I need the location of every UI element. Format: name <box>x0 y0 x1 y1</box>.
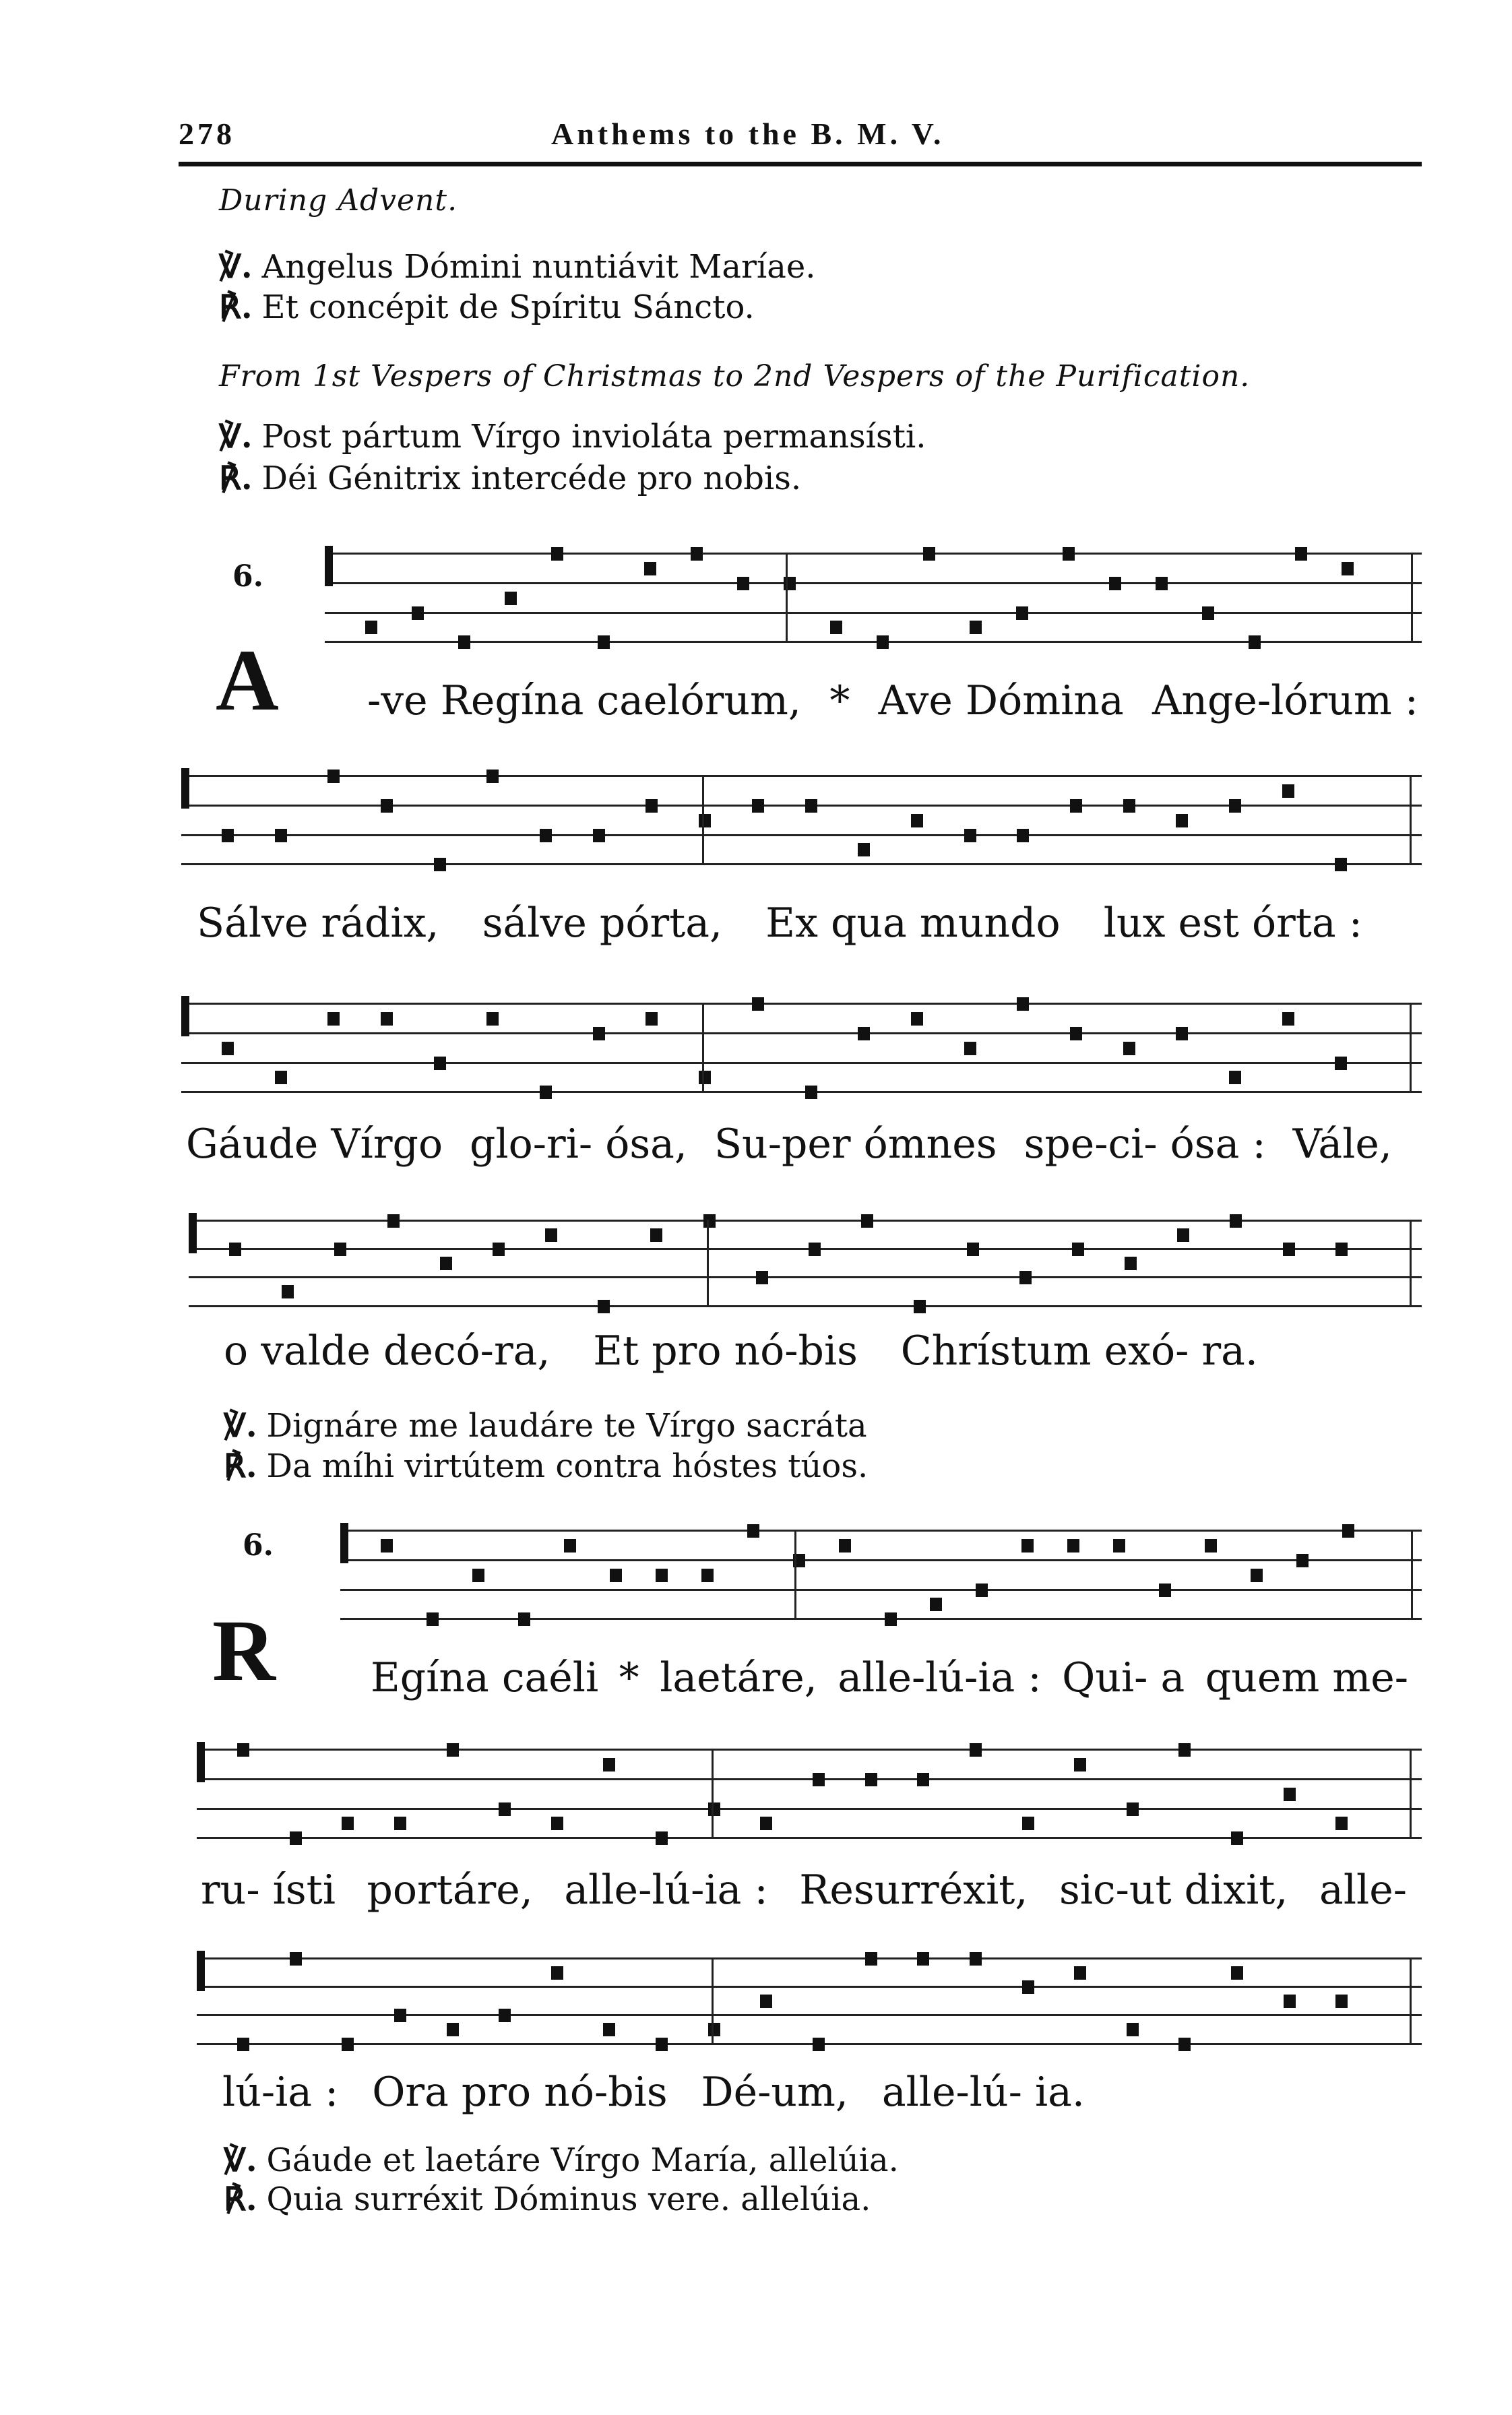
running-title: Anthems to the B. M. V. <box>551 117 945 151</box>
neume-note <box>412 606 424 620</box>
lyric-segment: * <box>619 1654 639 1701</box>
neume-note <box>970 621 982 634</box>
neume-note <box>505 592 517 605</box>
clef-icon <box>325 546 333 586</box>
neume-note <box>699 814 711 827</box>
response-symbol: ℟. <box>224 1447 257 1485</box>
staff-line <box>325 553 1422 555</box>
neume-note <box>703 1214 716 1228</box>
neume-note <box>458 635 470 649</box>
versicle-text: Post pártum Vírgo invioláta permansísti. <box>261 418 926 456</box>
lyric-segment: glo-ri- ósa, <box>470 1121 687 1168</box>
neume-note <box>1070 799 1082 813</box>
neume-note <box>564 1539 576 1552</box>
neume-note <box>861 1214 873 1228</box>
page-number: 278 <box>179 117 235 151</box>
lyrics-line <box>197 900 1362 947</box>
neume-note <box>1282 784 1294 798</box>
christmas-heading: From 1st Vespers of Christmas to 2nd Vespers of the Purification. <box>219 359 1251 394</box>
staff-line <box>197 1808 1422 1810</box>
neume-note <box>1335 858 1347 871</box>
neume-note <box>1342 562 1354 575</box>
versicle-symbol: ℣. <box>219 248 253 286</box>
neume-note <box>394 1817 406 1830</box>
neume-note <box>365 621 377 634</box>
neume-note <box>708 2023 720 2036</box>
neume-note <box>1125 1257 1137 1270</box>
neume-note <box>1159 1583 1171 1597</box>
neume-note <box>1067 1539 1079 1552</box>
christmas-versicle <box>219 418 926 456</box>
clef-icon <box>340 1523 348 1563</box>
neume-note <box>440 1257 452 1270</box>
clef-icon <box>197 1742 205 1782</box>
neume-note <box>1229 799 1241 813</box>
staff-line <box>340 1530 1422 1532</box>
neume-note <box>1230 1214 1242 1228</box>
neume-note <box>656 1831 668 1845</box>
christmas-response <box>219 460 801 497</box>
neume-note <box>551 547 563 561</box>
neume-note <box>930 1598 942 1611</box>
neume-note <box>237 2038 249 2051</box>
lyric-segment: alle-lú-ia : <box>838 1654 1042 1701</box>
neume-note <box>229 1243 241 1256</box>
versicle-symbol: ℣. <box>224 2141 257 2179</box>
neume-note <box>1335 1057 1347 1070</box>
neume-note <box>1202 606 1214 620</box>
versicle-text: Gáude et laetáre Vírgo María, allelúia. <box>266 2141 899 2179</box>
versicle-text: Dignáre me laudáre te Vírgo sacráta <box>266 1407 867 1445</box>
neume-note <box>1251 1569 1263 1582</box>
response-text: Et concépit de Spíritu Sáncto. <box>261 288 755 326</box>
lyric-segment: ru- ísti <box>201 1867 336 1914</box>
lyric-segment: quem me- <box>1205 1654 1408 1701</box>
neume-note <box>222 1042 234 1055</box>
neume-note <box>1070 1027 1082 1040</box>
neume-note <box>911 1012 923 1026</box>
neume-note <box>327 770 340 783</box>
staff-line <box>181 1062 1422 1064</box>
lyric-segment: alle-lú-ia : <box>564 1867 768 1914</box>
neume-note <box>540 1086 552 1099</box>
neume-note <box>813 2038 825 2051</box>
lyric-segment: Resurréxit, <box>799 1867 1028 1914</box>
lyric-segment: lux est órta : <box>1103 900 1362 947</box>
bar-line <box>712 1749 714 1837</box>
neume-note <box>447 2023 459 2036</box>
neume-note <box>1283 1243 1295 1256</box>
bar-line <box>702 775 704 863</box>
lyric-segment: Chrístum exó- ra. <box>900 1327 1258 1375</box>
neume-note <box>334 1243 346 1256</box>
neume-note <box>1019 1271 1032 1284</box>
neume-note <box>1022 1980 1034 1994</box>
staff-line <box>181 834 1422 836</box>
neume-note <box>1123 1042 1135 1055</box>
staff-line <box>181 775 1422 777</box>
neume-note <box>1176 1027 1188 1040</box>
neume-note <box>290 1831 302 1845</box>
neume-note <box>598 635 610 649</box>
response-symbol: ℟. <box>219 288 253 326</box>
neume-note <box>342 1817 354 1830</box>
neume-note <box>656 1569 668 1582</box>
neume-note <box>381 1539 393 1552</box>
lyric-segment: Ave Dómina <box>878 677 1124 724</box>
neume-note <box>1021 1539 1034 1552</box>
staff-line <box>189 1248 1422 1250</box>
neume-note <box>650 1228 662 1242</box>
neume-note <box>760 1817 772 1830</box>
neume-note <box>275 829 287 842</box>
response-text: Déi Génitrix intercéde pro nobis. <box>261 460 802 497</box>
neume-note <box>645 799 658 813</box>
neume-note <box>290 1952 302 1966</box>
neume-note <box>805 1086 817 1099</box>
clef-icon <box>189 1213 197 1253</box>
lyric-segment: Ange-lórum : <box>1152 677 1418 724</box>
clef-icon <box>181 768 189 809</box>
neume-note <box>858 1027 870 1040</box>
neume-note <box>877 635 889 649</box>
staff-line <box>181 1032 1422 1034</box>
neume-note <box>830 621 842 634</box>
staff-line <box>197 1778 1422 1780</box>
initial-letter: A <box>216 632 279 729</box>
neume-note <box>970 1952 982 1966</box>
lyric-segment: o valde decó-ra, <box>224 1327 550 1375</box>
neume-note <box>1063 547 1075 561</box>
mode-number: 6. <box>232 559 263 594</box>
lyric-segment: sálve pórta, <box>482 900 723 947</box>
neume-note <box>434 858 446 871</box>
neume-note <box>691 547 703 561</box>
neume-note <box>1284 1788 1296 1801</box>
staff-line <box>181 863 1422 865</box>
neume-note <box>1296 1554 1309 1567</box>
neume-note <box>603 2023 615 2036</box>
neume-note <box>976 1583 988 1597</box>
neume-note <box>237 1743 249 1757</box>
bar-line <box>1410 1749 1412 1837</box>
neume-note <box>1177 1228 1189 1242</box>
neume-note <box>1229 1071 1241 1084</box>
neume-note <box>1072 1243 1084 1256</box>
music-staff <box>325 546 1422 640</box>
neume-note <box>917 1952 929 1966</box>
neume-note <box>923 547 935 561</box>
neume-note <box>598 1300 610 1313</box>
bar-line <box>1410 1220 1412 1305</box>
neume-note <box>1178 2038 1191 2051</box>
lyric-segment: Qui- a <box>1062 1654 1185 1701</box>
neume-note <box>1109 577 1121 590</box>
versicle-text: Angelus Dómini nuntiávit Maríae. <box>261 248 816 286</box>
lyric-segment: * <box>829 677 850 724</box>
neume-note <box>1022 1817 1034 1830</box>
neume-note <box>1284 1995 1296 2008</box>
neume-note <box>1342 1524 1354 1538</box>
neume-note <box>747 1524 759 1538</box>
staff-line <box>189 1276 1422 1278</box>
staff-line <box>181 1003 1422 1005</box>
header-rule <box>179 162 1422 166</box>
staff-line <box>197 2014 1422 2016</box>
bar-line <box>1411 553 1413 641</box>
neume-note <box>656 2038 668 2051</box>
neume-note <box>282 1285 294 1298</box>
staff-line <box>181 1091 1422 1093</box>
neume-note <box>964 1042 976 1055</box>
neume-note <box>486 770 499 783</box>
bar-line <box>786 553 788 641</box>
neume-note <box>1127 1802 1139 1816</box>
lyric-segment: portáre, <box>367 1867 533 1914</box>
lyric-segment: Gáude Vírgo <box>186 1121 443 1168</box>
neume-note <box>327 1012 340 1026</box>
staff-line <box>340 1559 1422 1561</box>
neume-note <box>551 1817 563 1830</box>
staff-line <box>197 2043 1422 2045</box>
clef-icon <box>181 996 189 1036</box>
lyrics-line <box>222 2069 1085 2116</box>
ave-response <box>224 1447 868 1485</box>
response-text: Da míhi virtútem contra hóstes túos. <box>266 1447 869 1485</box>
neume-note <box>1113 1539 1125 1552</box>
lyric-segment: Vále, <box>1292 1121 1392 1168</box>
neume-note <box>1123 799 1135 813</box>
music-staff <box>181 768 1422 862</box>
bar-line <box>794 1530 796 1618</box>
lyrics-line <box>367 677 1418 724</box>
neume-note <box>1335 1995 1348 2008</box>
lyric-segment: Ora pro nó-bis <box>372 2069 668 2116</box>
bar-line <box>1410 1003 1412 1091</box>
music-staff <box>340 1523 1422 1617</box>
ave-versicle <box>224 1407 867 1445</box>
neume-note <box>486 1012 499 1026</box>
neume-note <box>518 1612 530 1626</box>
lyric-segment: lú-ia : <box>222 2069 339 2116</box>
neume-note <box>1249 635 1261 649</box>
lyric-segment: laetáre, <box>660 1654 817 1701</box>
advent-heading: During Advent. <box>219 183 458 218</box>
mode-number: 6. <box>243 1528 274 1563</box>
advent-versicle <box>219 248 816 286</box>
versicle-symbol: ℣. <box>224 1407 257 1445</box>
neume-note <box>472 1569 484 1582</box>
lyric-segment: Su-per ómnes <box>714 1121 997 1168</box>
music-staff <box>189 1213 1422 1304</box>
neume-note <box>967 1243 979 1256</box>
neume-note <box>885 1612 897 1626</box>
lyric-segment: sic-ut dixit, <box>1059 1867 1288 1914</box>
bar-line <box>1411 1530 1413 1618</box>
bar-line <box>1410 1957 1412 2043</box>
lyrics-line <box>201 1867 1407 1914</box>
staff-line <box>340 1589 1422 1591</box>
neume-note <box>551 1966 563 1980</box>
neume-note <box>865 1952 877 1966</box>
neume-note <box>917 1773 929 1786</box>
neume-note <box>603 1758 615 1771</box>
staff-line <box>325 582 1422 584</box>
neume-note <box>447 1743 459 1757</box>
lyric-segment: alle- <box>1319 1867 1407 1914</box>
lyrics-line <box>224 1327 1258 1375</box>
neume-note <box>752 799 764 813</box>
neume-note <box>1282 1012 1294 1026</box>
neume-note <box>1205 1539 1217 1552</box>
advent-response <box>219 288 755 326</box>
neume-note <box>1295 547 1307 561</box>
neume-note <box>1178 1743 1191 1757</box>
music-staff <box>197 1742 1422 1836</box>
neume-note <box>708 1802 720 1816</box>
neume-note <box>805 799 817 813</box>
lyrics-line <box>371 1654 1408 1701</box>
staff-line <box>197 1957 1422 1959</box>
neume-note <box>434 1057 446 1070</box>
neume-note <box>1016 606 1028 620</box>
neume-note <box>644 562 656 575</box>
staff-line <box>340 1618 1422 1620</box>
lyrics-line <box>186 1121 1392 1168</box>
neume-note <box>1074 1758 1086 1771</box>
neume-note <box>1017 997 1029 1011</box>
neume-note <box>394 2009 406 2022</box>
neume-note <box>970 1743 982 1757</box>
neume-note <box>1176 814 1188 827</box>
bar-line <box>1410 775 1412 863</box>
lyric-segment: Dé-um, <box>701 2069 848 2116</box>
neume-note <box>756 1271 768 1284</box>
neume-note <box>645 1012 658 1026</box>
neume-note <box>381 1012 393 1026</box>
neume-note <box>1017 829 1029 842</box>
lyric-segment: Ex qua mundo <box>765 900 1061 947</box>
neume-note <box>610 1569 622 1582</box>
staff-line <box>189 1305 1422 1307</box>
neume-note <box>222 829 234 842</box>
initial-letter: R <box>212 1602 276 1699</box>
music-staff <box>181 996 1422 1090</box>
neume-note <box>427 1612 439 1626</box>
neume-note <box>699 1071 711 1084</box>
neume-note <box>813 1773 825 1786</box>
neume-note <box>275 1071 287 1084</box>
neume-note <box>1156 577 1168 590</box>
neume-note <box>1074 1966 1086 1980</box>
neume-note <box>493 1243 505 1256</box>
neume-note <box>342 2038 354 2051</box>
neume-note <box>1335 1243 1348 1256</box>
neume-note <box>1231 1966 1243 1980</box>
neume-note <box>499 2009 511 2022</box>
lyric-segment: Egína caéli <box>371 1654 599 1701</box>
staff-line <box>197 1986 1422 1988</box>
neume-note <box>593 829 605 842</box>
neume-note <box>914 1300 926 1313</box>
neume-note <box>911 814 923 827</box>
staff-line <box>325 612 1422 614</box>
lyric-segment: spe-ci- ósa : <box>1023 1121 1266 1168</box>
neume-note <box>737 577 749 590</box>
lyric-segment: Sálve rádix, <box>197 900 439 947</box>
bar-line <box>707 1220 709 1305</box>
lyric-segment: Et pro nó-bis <box>593 1327 858 1375</box>
response-text: Quia surréxit Dóminus vere. allelúia. <box>266 2181 871 2218</box>
neume-note <box>540 829 552 842</box>
versicle-symbol: ℣. <box>219 418 253 456</box>
response-symbol: ℟. <box>224 2181 257 2218</box>
regina-response <box>224 2181 871 2218</box>
neume-note <box>545 1228 557 1242</box>
regina-versicle <box>224 2141 899 2179</box>
music-staff <box>197 1951 1422 2042</box>
neume-note <box>387 1214 400 1228</box>
neume-note <box>1231 1831 1243 1845</box>
neume-note <box>839 1539 851 1552</box>
neume-note <box>858 843 870 856</box>
bar-line <box>712 1957 714 2043</box>
neume-note <box>381 799 393 813</box>
neume-note <box>752 997 764 1011</box>
neume-note <box>809 1243 821 1256</box>
neume-note <box>1335 1817 1348 1830</box>
neume-note <box>760 1995 772 2008</box>
clef-icon <box>197 1951 205 1991</box>
neume-note <box>1127 2023 1139 2036</box>
response-symbol: ℟. <box>219 460 253 497</box>
staff-line <box>197 1749 1422 1751</box>
neume-note <box>593 1027 605 1040</box>
neume-note <box>499 1802 511 1816</box>
neume-note <box>701 1569 714 1582</box>
lyric-segment: alle-lú- ia. <box>881 2069 1085 2116</box>
bar-line <box>702 1003 704 1091</box>
neume-note <box>865 1773 877 1786</box>
lyric-segment: -ve Regína caelórum, <box>367 677 802 724</box>
neume-note <box>964 829 976 842</box>
